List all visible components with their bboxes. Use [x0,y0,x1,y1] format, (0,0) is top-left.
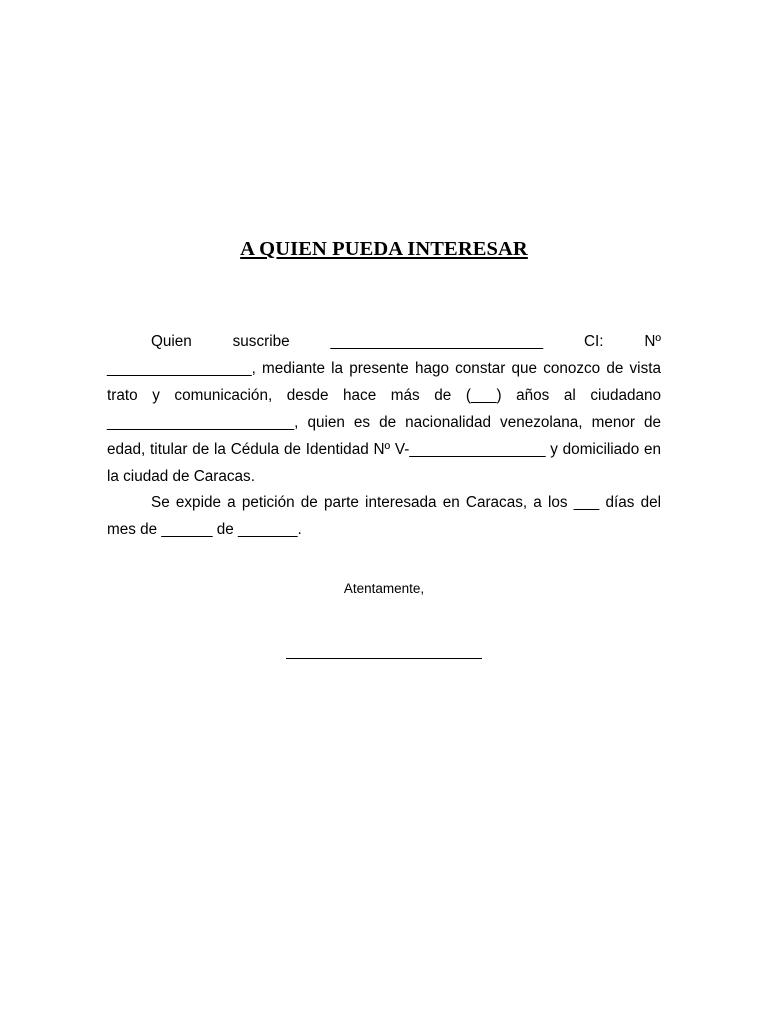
document-title: A QUIEN PUEDA INTERESAR [240,238,528,260]
signature-line [286,658,482,659]
body-paragraph-issuance: Se expide a petición de parte interesada en Caracas, a los ___ días del mes de ______ de _______. [107,494,661,538]
body-paragraph-declaration: Quien suscribe _________________________ CI: Nº _________________, mediante la presente hago constar que conozco de vista trato y comunicación, desde hace más de (___) años al ciudadano ______________________, quien es de nacionalidad venezolana, menor de edad, titular de la Cédula de Identidad Nº V-________________ y domiciliado en la ciudad de Caracas. [107,333,661,485]
closing-text: Atentamente, [343,581,425,596]
